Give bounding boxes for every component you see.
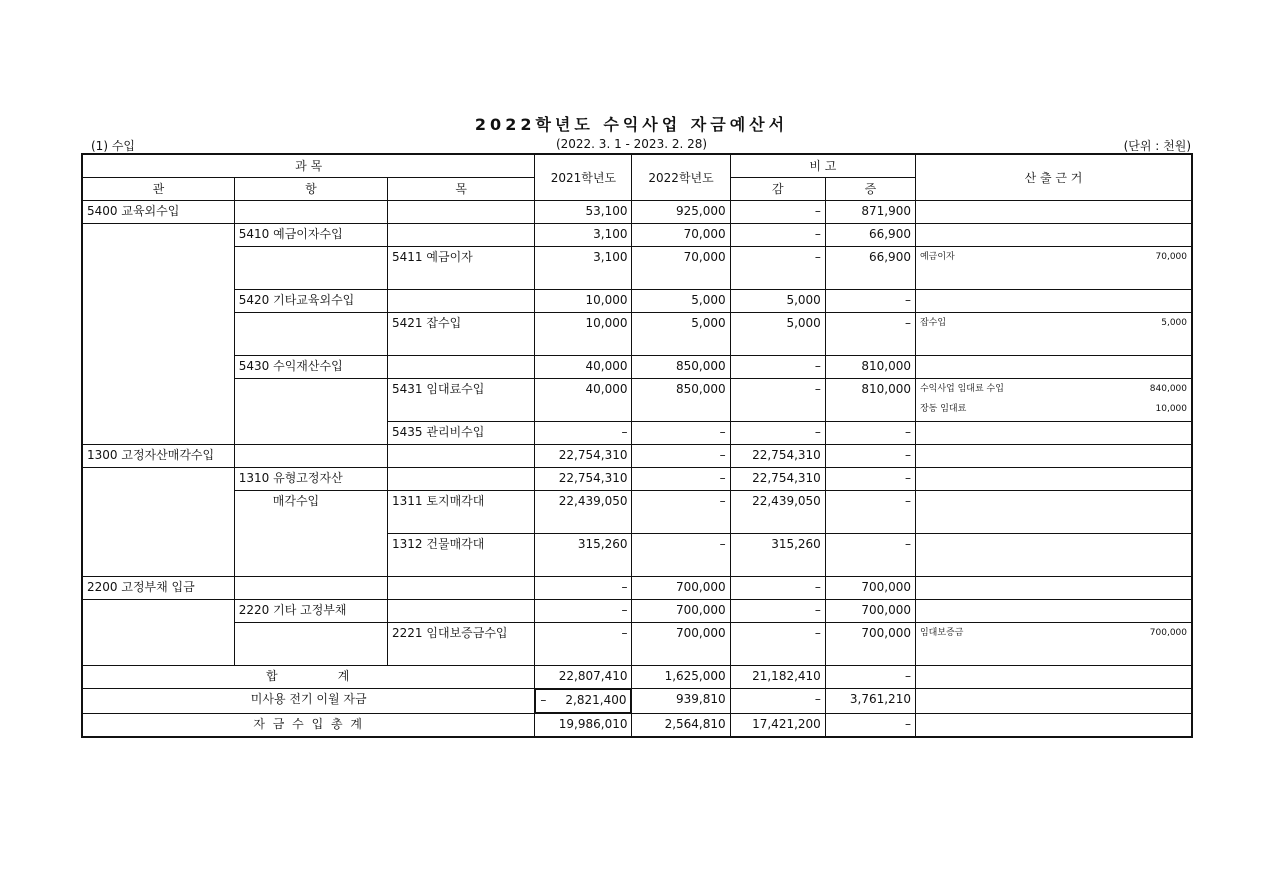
basis-label: 수익사업 임대료 수입 [919,384,1004,394]
table-row [82,577,1192,600]
y2021-cell: 19,986,010 [535,714,632,738]
table-row [82,356,1192,379]
table-row [82,445,1192,468]
gam-cell: 17,421,200 [730,714,825,738]
table-row [82,491,1192,534]
gwan-cell: 2200 고정부채 입금 [82,577,234,600]
hang-cell [234,577,387,600]
hang-cell: 1310 유형고정자산 [234,468,387,491]
header-basis: 산 출 근 거 [915,154,1192,201]
y2021-cell: 53,100 [535,201,632,224]
table-row [82,290,1192,313]
basis-label: 장동 임대료 [919,404,967,414]
period-label: (2022. 3. 1 - 2023. 2. 28) [555,137,708,151]
y2021-cell: 3,100 [535,247,632,290]
jeung-cell: 810,000 [825,356,915,379]
basis-cell [915,247,1192,290]
jeung-cell: – [825,290,915,313]
gam-cell: – [730,600,825,623]
y2021-cell: 40,000 [535,356,632,379]
header-hang: 항 [234,178,387,201]
hang-cell [234,623,387,666]
y2022-cell: 5,000 [632,290,730,313]
section-label: (1) 수입 [91,139,135,153]
gam-cell: 22,754,310 [730,445,825,468]
y2022-cell: 850,000 [632,356,730,379]
jeung-cell: 700,000 [825,623,915,666]
mok-cell: 5435 관리비수입 [388,422,535,445]
basis-cell [915,666,1192,689]
y2022-cell: 70,000 [632,247,730,290]
jeung-cell: 66,900 [825,224,915,247]
hang-cell [234,379,387,445]
y2022-cell: 5,000 [632,313,730,356]
jeung-cell: 700,000 [825,577,915,600]
y2022-cell: 700,000 [632,577,730,600]
hang-cell [234,313,387,356]
header-2022: 2022학년도 [632,154,730,201]
y2022-cell: – [632,468,730,491]
basis-label: 임대보증금 [919,628,964,638]
hang-cell: 2220 기타 고정부채 [234,600,387,623]
total-label: 합 계 [82,666,535,689]
y2021-cell: 10,000 [535,290,632,313]
y2022-cell: 939,810 [632,689,730,714]
jeung-cell: – [825,313,915,356]
gam-cell: – [730,577,825,600]
mok-cell: 1312 건물매각대 [388,534,535,577]
total-label: 자 금 수 입 총 계 [82,714,535,738]
jeung-cell: – [825,666,915,689]
header-bigo: 비 고 [730,154,915,178]
basis-value: 10,000 [1155,404,1187,414]
hang-cell [234,247,387,290]
jeung-cell: – [825,714,915,738]
jeung-cell: – [825,468,915,491]
hang-cell: 5420 기타교육외수입 [234,290,387,313]
mok-cell: 2221 임대보증금수입 [388,623,535,666]
y2022-cell: – [632,422,730,445]
gam-cell: 315,260 [730,534,825,577]
table-row [82,600,1192,623]
mok-cell [388,290,535,313]
y2022-cell: 850,000 [632,379,730,422]
basis-label: 예금이자 [919,252,955,262]
mok-cell [388,577,535,600]
hang-label: 매각수입 [272,494,320,508]
jeung-cell: 3,761,210 [825,689,915,714]
mok-cell: 5421 잡수입 [388,313,535,356]
jeung-cell: – [825,445,915,468]
mok-cell: 1311 토지매각대 [388,491,535,534]
jeung-cell: – [825,491,915,534]
y2021-cell: 10,000 [535,313,632,356]
total-row [82,714,1192,738]
mok-cell [388,600,535,623]
basis-cell [915,714,1192,738]
basis-cell [915,534,1192,577]
basis-label: 잡수입 [919,318,947,328]
y2022-cell: 70,000 [632,224,730,247]
y2021-cell: – [535,623,632,666]
basis-value: 5,000 [1161,318,1187,328]
basis-cell [915,491,1192,534]
mok-cell: 5431 임대료수입 [388,379,535,422]
mok-cell [388,356,535,379]
gam-cell: – [730,422,825,445]
basis-cell [915,468,1192,491]
y2021-value: 2,821,400 [565,693,627,707]
gwan-cell [82,224,234,445]
basis-cell [915,689,1192,714]
gam-cell: – [730,689,825,714]
y2022-cell: – [632,491,730,534]
basis-cell [915,290,1192,313]
header-gam: 감 [730,178,825,201]
basis-cell [915,422,1192,445]
y2021-cell: 3,100 [535,224,632,247]
basis-value: 70,000 [1155,252,1187,262]
basis-cell [915,577,1192,600]
hang-cell [234,201,387,224]
mok-cell [388,201,535,224]
y2022-cell: 925,000 [632,201,730,224]
jeung-cell: – [825,534,915,577]
jeung-cell: – [825,422,915,445]
basis-cell [915,600,1192,623]
gam-cell: – [730,623,825,666]
y2021-cell: 315,260 [535,534,632,577]
minus-sign: – [540,693,547,707]
basis-cell [915,224,1192,247]
header-jeung: 증 [825,178,915,201]
hang-cell [234,445,387,468]
gam-cell: – [730,224,825,247]
table-row [82,468,1192,491]
header-2021: 2021학년도 [535,154,632,201]
budget-table [81,153,1193,738]
basis-value: 840,000 [1149,384,1187,394]
basis-cell [915,623,1192,666]
y2022-cell: – [632,534,730,577]
total-row [82,689,1192,714]
table-row [82,623,1192,666]
y2022-cell: 2,564,810 [632,714,730,738]
y2021-cell: 40,000 [535,379,632,422]
basis-cell [915,356,1192,379]
basis-cell [915,445,1192,468]
table-row [82,201,1192,224]
y2021-cell: 22,439,050 [535,491,632,534]
hang-cell: 5430 수익재산수입 [234,356,387,379]
table-row [82,313,1192,356]
mok-cell: 5411 예금이자 [388,247,535,290]
document-title: 2022학년도 수익사업 자금예산서 [474,115,789,134]
y2021-cell: 22,754,310 [535,468,632,491]
table-row [82,224,1192,247]
y2022-cell: – [632,445,730,468]
header-gwa-mok: 과 목 [82,154,535,178]
header-gwan: 관 [82,178,234,201]
gam-cell: – [730,356,825,379]
y2021-cell: – [535,577,632,600]
gam-cell: 22,439,050 [730,491,825,534]
y2021-cell: 22,754,310 [535,445,632,468]
y2021-cell: – [535,600,632,623]
hang-cell [234,491,387,577]
jeung-cell: 66,900 [825,247,915,290]
total-row [82,666,1192,689]
y2022-cell: 700,000 [632,623,730,666]
y2021-cell: – [535,422,632,445]
header-mok: 목 [388,178,535,201]
mok-cell [388,224,535,247]
mok-cell [388,445,535,468]
y2022-cell: 1,625,000 [632,666,730,689]
jeung-cell: 871,900 [825,201,915,224]
gam-cell: 5,000 [730,313,825,356]
gam-cell: 21,182,410 [730,666,825,689]
jeung-cell: 700,000 [825,600,915,623]
unit-label: (단위 : 천원) [1123,139,1191,153]
table-row [82,247,1192,290]
basis-cell [915,313,1192,356]
gam-cell: 5,000 [730,290,825,313]
total-label: 미사용 전기 이월 자금 [82,689,535,714]
hang-cell: 5410 예금이자수입 [234,224,387,247]
basis-cell [915,201,1192,224]
y2021-cell [535,689,631,713]
gwan-cell: 1300 고정자산매각수입 [82,445,234,468]
gwan-cell: 5400 교육외수입 [82,201,234,224]
y2021-cell: 22,807,410 [535,666,632,689]
jeung-cell: 810,000 [825,379,915,422]
basis-value: 700,000 [1149,628,1187,638]
gwan-cell [82,468,234,577]
table-row [82,379,1192,422]
gam-cell: 22,754,310 [730,468,825,491]
gam-cell: – [730,247,825,290]
gwan-cell [82,600,234,666]
basis-cell [915,379,1192,422]
gam-cell: – [730,201,825,224]
y2022-cell: 700,000 [632,600,730,623]
mok-cell [388,468,535,491]
gam-cell: – [730,379,825,422]
